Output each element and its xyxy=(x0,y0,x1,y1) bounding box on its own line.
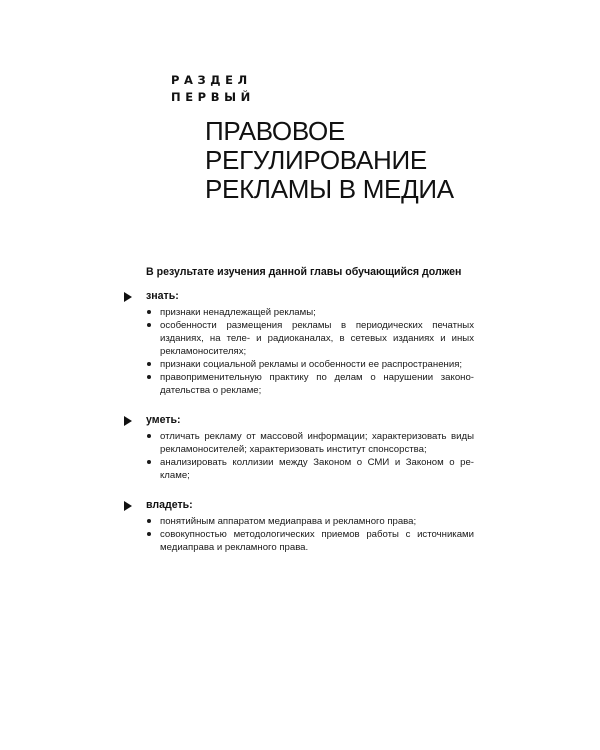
list-item xyxy=(146,319,474,358)
outcome-group-title: уметь: xyxy=(146,414,181,426)
bullet-icon xyxy=(147,460,151,464)
list-item-text: понятийным аппаратом медиаправа и рекламного права; xyxy=(160,516,417,527)
list-item xyxy=(146,371,474,397)
list-item xyxy=(146,430,474,456)
outcome-group-title: владеть: xyxy=(146,499,193,511)
bullet-icon xyxy=(147,323,151,327)
bullet-icon xyxy=(147,434,151,438)
section-label xyxy=(171,72,255,106)
list-item-text: правоприменительную практику по делам о нарушении законодательства о рекламе; xyxy=(160,372,474,396)
list-item xyxy=(146,456,474,482)
list-item-text: отличать рекламу от массовой информации; характеризовать виды рекламоносителей; характеризовать институт спонсорства; xyxy=(160,431,474,455)
list-item xyxy=(146,515,474,528)
bullet-icon xyxy=(147,310,151,314)
outcome-group-header xyxy=(124,413,474,429)
list-item-text: признаки социальной рекламы и особенности ее распространения; xyxy=(160,359,463,370)
outcome-group-master xyxy=(124,498,474,554)
section-label-line2: ПЕРВЫЙ xyxy=(171,90,255,104)
outcome-list xyxy=(146,515,474,554)
section-label-line1: РАЗДЕЛ xyxy=(171,73,252,87)
triangle-arrow-icon xyxy=(124,416,132,426)
outcome-group-header xyxy=(124,498,474,514)
chapter-title xyxy=(205,117,454,204)
list-item-text: признаки ненадлежащей рекламы; xyxy=(160,307,316,318)
bullet-icon xyxy=(147,362,151,366)
triangle-arrow-icon xyxy=(124,292,132,302)
chapter-title-line2: РЕГУЛИРОВАНИЕ xyxy=(205,145,427,175)
learning-outcomes-intro: В результате изучения данной главы обучающийся должен xyxy=(146,266,462,278)
outcome-list xyxy=(146,430,474,482)
triangle-arrow-icon xyxy=(124,501,132,511)
list-item xyxy=(146,528,474,554)
outcome-group-title: знать: xyxy=(146,290,179,302)
list-item-text: особенности размещения рекламы в периодических печатных изданиях, на теле- и радиоканалах, в сетевых изданиях и иных рекламоносителях; xyxy=(160,320,474,357)
chapter-title-line3: РЕКЛАМЫ В МЕДИА xyxy=(205,174,454,204)
outcome-list xyxy=(146,306,474,397)
bullet-icon xyxy=(147,519,151,523)
outcome-group-know xyxy=(124,289,474,397)
list-item-text: анализировать коллизии между Законом о СМИ и Законом о рекламе; xyxy=(160,457,474,481)
list-item xyxy=(146,358,474,371)
chapter-title-line1: ПРАВОВОЕ xyxy=(205,116,345,146)
list-item xyxy=(146,306,474,319)
outcome-group-can xyxy=(124,413,474,482)
outcome-group-header xyxy=(124,289,474,305)
bullet-icon xyxy=(147,375,151,379)
bullet-icon xyxy=(147,532,151,536)
list-item-text: совокупностью методологических приемов работы с источниками медиаправа и рекламного права. xyxy=(160,529,474,553)
